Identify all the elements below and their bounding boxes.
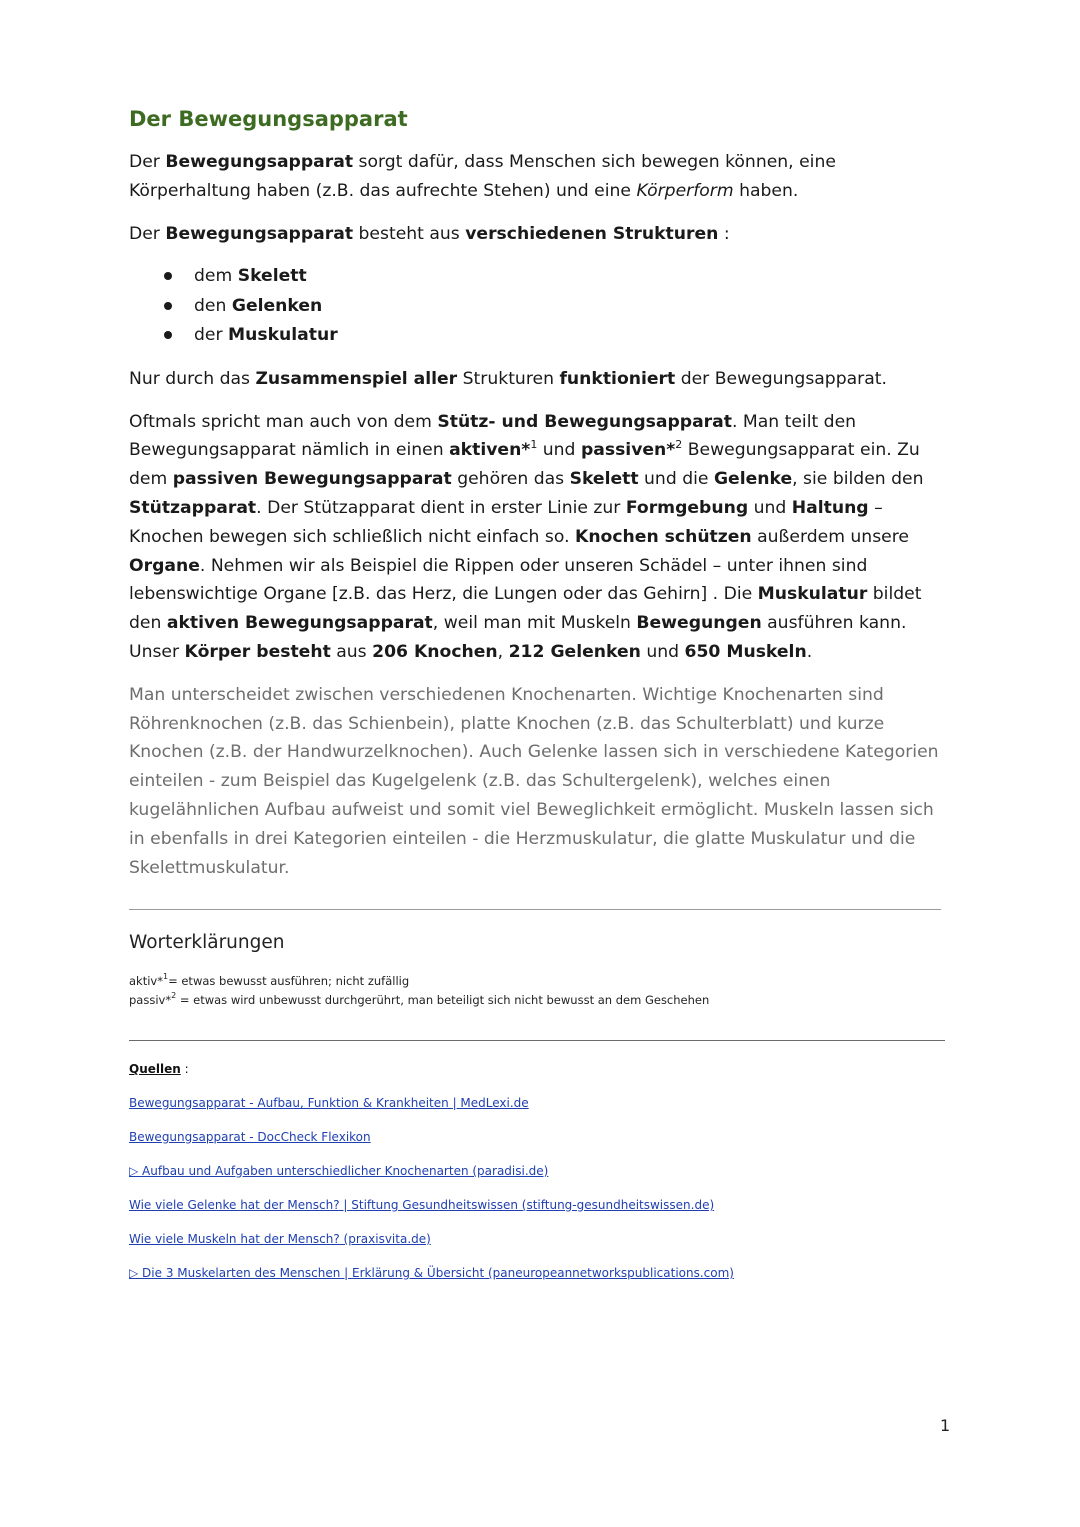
source-link-doccheck[interactable]: Bewegungsapparat - DocCheck Flexikon [129, 1130, 371, 1144]
sources-section [129, 1060, 734, 1282]
page-number: 1 [940, 1416, 951, 1435]
section-divider [129, 909, 941, 910]
glossary-title: Worterklärungen [129, 932, 285, 953]
interplay-paragraph: Nur durch das Zusammenspiel aller Strukturen funktioniert der Bewegungsapparat. [129, 368, 887, 389]
glossary-entry-aktiv: aktiv*$^1$= etwas bewusst ausführen; nicht zufällig [129, 972, 410, 988]
intro-paragraph: Der Bewegungsapparat sorgt dafür, dass Menschen sich bewegen können, eine Körperhaltung haben (z.B. das aufrechte Stehen) und eine Körperform haben. [129, 152, 836, 201]
source-link-stiftung[interactable]: Wie viele Gelenke hat der Mensch? | Stiftung Gesundheitswissen (stiftung-gesundheitswissen.de) [129, 1198, 715, 1212]
source-link-praxisvita[interactable]: Wie viele Muskeln hat der Mensch? (praxisvita.de) [129, 1232, 431, 1246]
list-item: der Muskulatur [129, 321, 947, 351]
bullet-icon [164, 302, 172, 310]
source-link-paneuropean[interactable]: ▷ Die 3 Muskelarten des Menschen | Erklärung & Übersicht (paneuropeannetworkspublications.com) [129, 1266, 734, 1280]
source-link-medlexi[interactable]: Bewegungsapparat - Aufbau, Funktion & Krankheiten | MedLexi.de [129, 1096, 529, 1110]
sources-label: Quellen : [129, 1062, 189, 1076]
glossary-entry-passiv: passiv*$^2$ = etwas wird unbewusst durchgerührt, man beteiligt sich nicht bewusst an dem Geschehen [129, 991, 710, 1007]
list-item: den Gelenken [129, 292, 947, 322]
main-content [129, 104, 947, 896]
structures-intro: Der Bewegungsapparat besteht aus verschiedenen Strukturen : [129, 223, 730, 244]
support-paragraph: Oftmals spricht man auch von dem Stütz- und Bewegungsapparat. Man teilt den Bewegungsapparat nämlich in einen aktiven*$^1$ und passiven*$^2$ Bewegungsapparat ein. Zu dem passiven Bewegungsapparat gehören das Skelett und die Gelenke, sie bilden den Stützapparat. Der Stützapparat dient in erster Linie zur Formgebung und Haltung – Knochen bewegen sich schließlich nicht einfach so. Knochen schützen außerdem unsere Organe. Nehmen wir als Beispiel die Rippen oder unseren Schädel – unter ihnen sind lebenswichtige Organe [z.B. das Herz, die Lungen oder das Gehirn] . Die Muskulatur bildet den aktiven Bewegungsapparat, weil man mit Muskeln Bewegungen ausführen kann. Unser Körper besteht aus 206 Knochen, 212 Gelenken und 650 Muskeln. [129, 411, 924, 663]
list-item: dem Skelett [129, 262, 947, 292]
bullet-icon [164, 331, 172, 339]
structures-list [129, 262, 947, 351]
page-title: Der Bewegungsapparat [129, 107, 408, 131]
source-link-paradisi[interactable]: ▷ Aufbau und Aufgaben unterschiedlicher Knochenarten (paradisi.de) [129, 1164, 549, 1178]
footnote-divider [129, 1040, 945, 1041]
types-paragraph: Man unterscheidet zwischen verschiedenen Knochenarten. Wichtige Knochenarten sind Röhrenknochen (z.B. das Schienbein), platte Knochen (z.B. das Schulterblatt) und kurze Knochen (z.B. der Handwurzelknochen). Auch Gelenke lassen sich in verschiedene Kategorien einteilen - zum Beispiel das Kugelgelenk (z.B. das Schultergelenk), welches einen kugelähnlichen Aufbau aufweist und somit viel Beweglichkeit ermöglicht. Muskeln lassen sich in ebenfalls in drei Kategorien einteilen - die Herzmuskulatur, die glatte Muskulatur und die Skelettmuskulatur. [129, 684, 939, 878]
bullet-icon [164, 272, 172, 280]
